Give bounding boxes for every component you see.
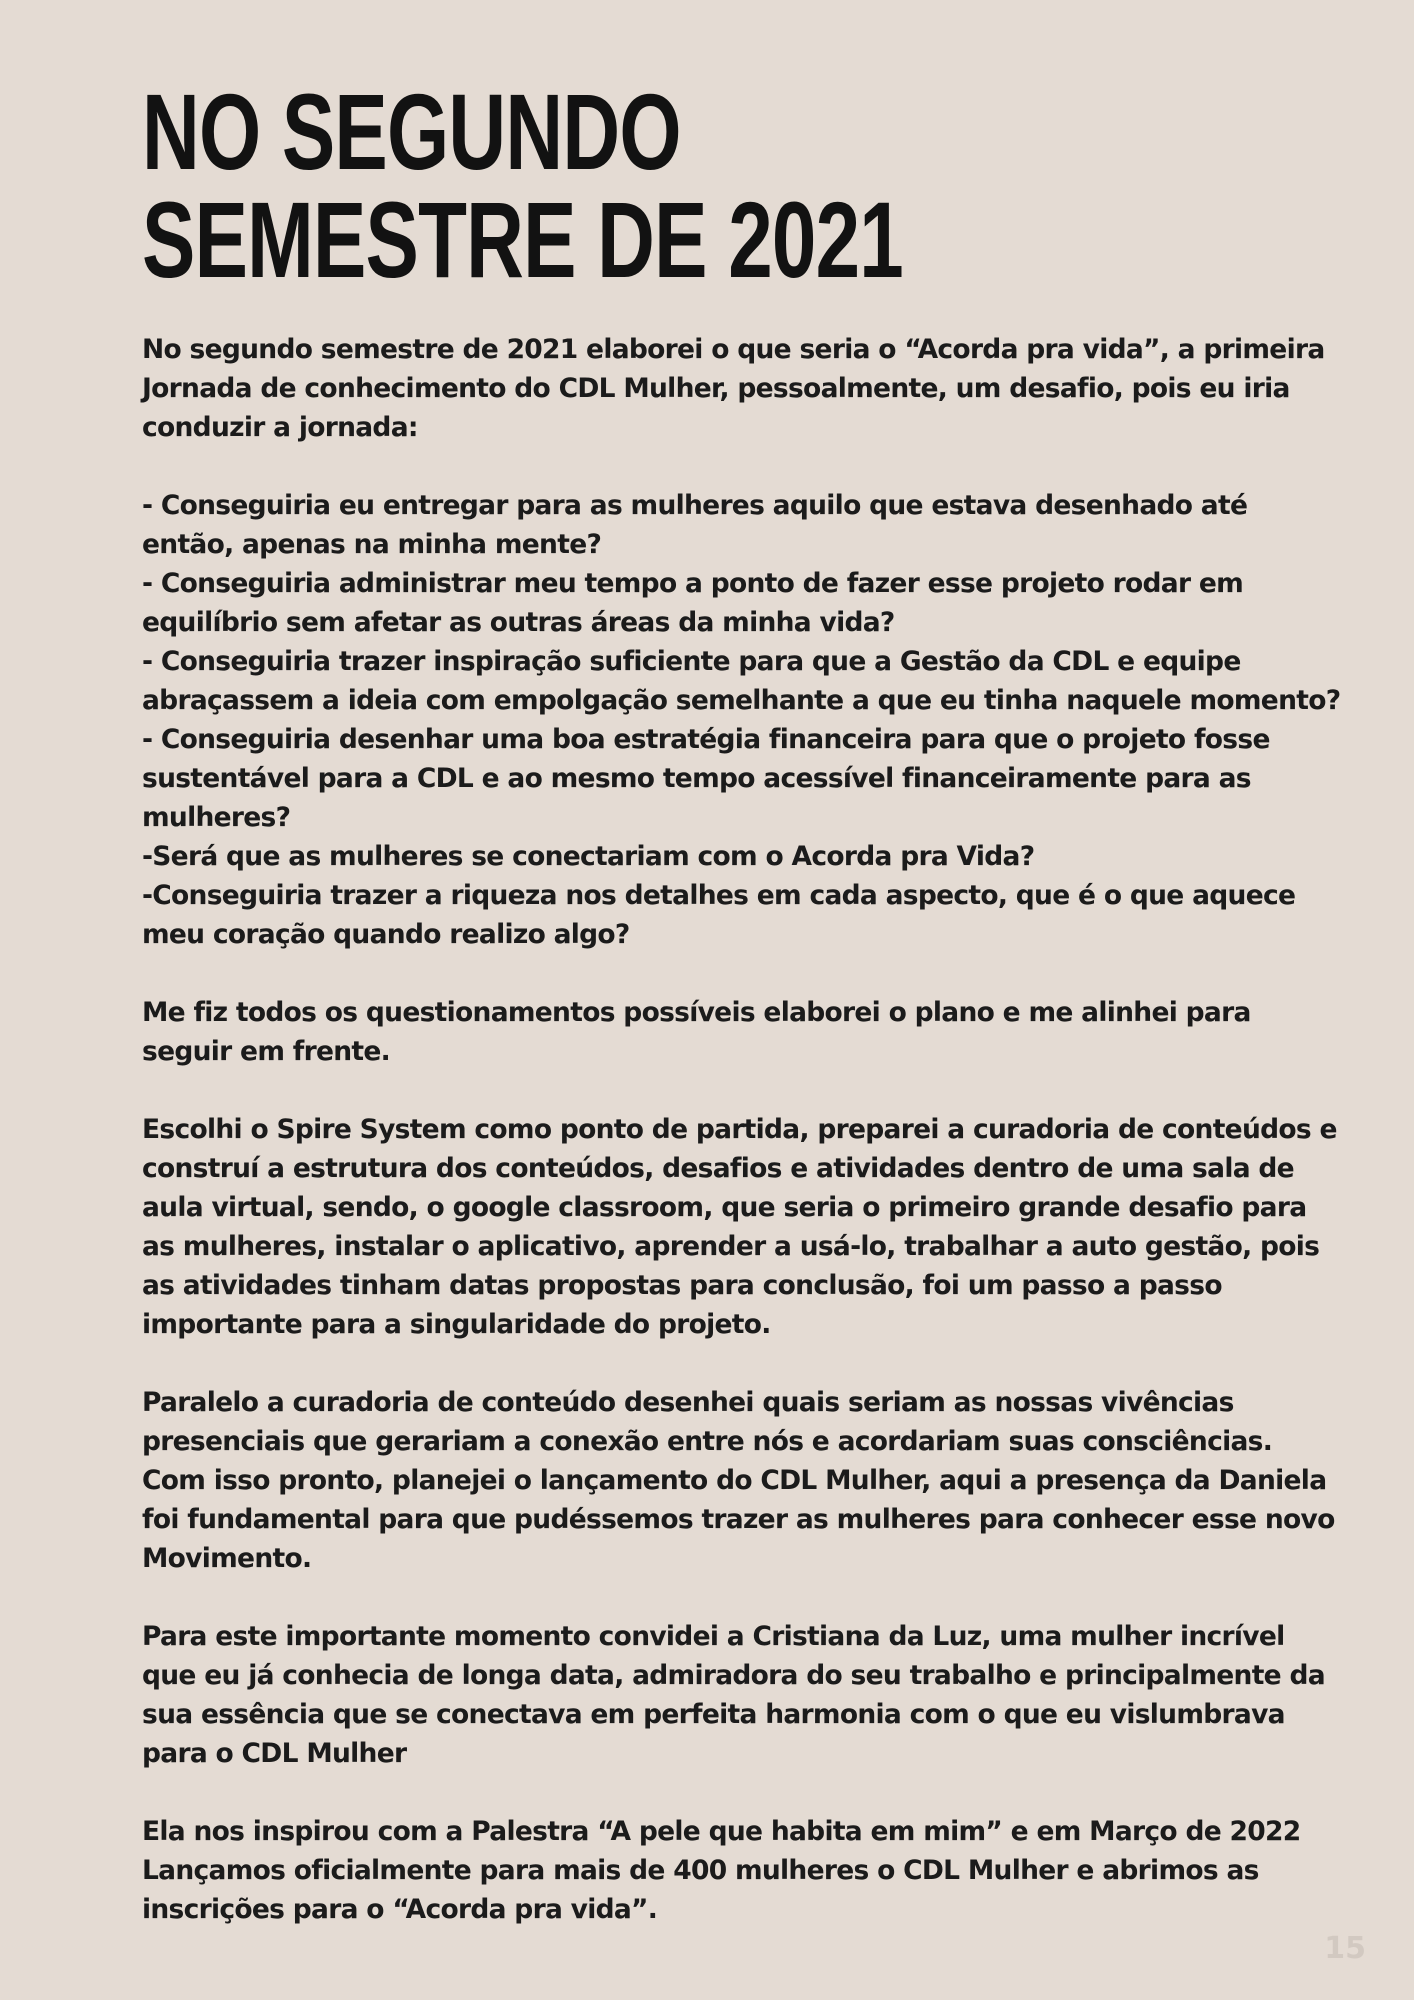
paragraph-spire-system: Escolhi o Spire System como ponto de partida, preparei a curadoria de conteúdos e construí a estrutura dos conteúdos, desafios e atividades dentro de uma sala de aula virtual, sendo, o google classroom, que seria o primeiro grande desafio para as mulheres, instalar o aplicativo, aprender a usá-lo, trabalhar a auto gestão, pois as atividades tinham datas propostas para conclusão, foi um passo a passo importante para a singularidade do projeto. (142, 1114, 1337, 1340)
paragraph-cristiana: Para este importante momento convidei a Cristiana da Luz, uma mulher incrível que eu já conhecia de longa data, admiradora do seu trabalho e principalmente da sua essência que se conectava em perfeita harmonia com o que eu vislumbrava para o CDL Mulher (142, 1621, 1325, 1769)
question-item: - Conseguiria trazer inspiração suficiente para que a Gestão da CDL e equipe abraçassem a ideia com empolgação semelhante a que eu tinha naquele momento? (142, 646, 1341, 716)
question-item: - Conseguiria desenhar uma boa estratégia financeira para que o projeto fosse sustentável para a CDL e ao mesmo tempo acessível financeiramente para as mulheres? (142, 724, 1270, 833)
paragraph-lancamento-text: Com isso pronto, planejei o lançamento do CDL Mulher, aqui a presença da Daniela foi fundamental para que pudéssemos trazer as mulheres para conhecer esse novo Movimento. (142, 1465, 1335, 1574)
page-number: 15 (1324, 1931, 1366, 1966)
paragraph-intro: No segundo semestre de 2021 elaborei o que seria o “Acorda pra vida”, a primeira Jornada de conhecimento do CDL Mulher, pessoalmente, um desafio, pois eu iria conduzir a jornada: (142, 334, 1325, 443)
question-list (142, 486, 1342, 954)
paragraph-questionamentos: Me fiz todos os questionamentos possíveis elaborei o plano e me alinhei para seguir em frente. (142, 997, 1251, 1067)
paragraph-paralelo (142, 1383, 1342, 1578)
question-item: -Conseguiria trazer a riqueza nos detalhes em cada aspecto, que é o que aquece meu coração quando realizo algo? (142, 880, 1296, 950)
question-item: -Será que as mulheres se conectariam com o Acorda pra Vida? (142, 841, 1035, 872)
body-text (142, 330, 1342, 1929)
page-content (142, 71, 1342, 1968)
title-line-1: NO SEGUNDO (142, 71, 681, 192)
question-item: - Conseguiria eu entregar para as mulheres aquilo que estava desenhado até então, apenas na minha mente? (142, 490, 1248, 560)
paragraph-paralelo-text: Paralelo a curadoria de conteúdo desenhei quais seriam as nossas vivências presenciais que gerariam a conexão entre nós e acordariam suas consciências. (142, 1387, 1273, 1457)
paragraph-palestra: Ela nos inspirou com a Palestra “A pele que habita em mim” e em Março de 2022 Lançamos oficialmente para mais de 400 mulheres o CDL Mulher e abrimos as inscrições para o “Acorda pra vida”. (142, 1816, 1301, 1925)
question-item: - Conseguiria administrar meu tempo a ponto de fazer esse projeto rodar em equilíbrio sem afetar as outras áreas da minha vida? (142, 568, 1244, 638)
title-line-2: SEMESTRE DE 2021 (142, 179, 904, 300)
page-title (142, 71, 1030, 300)
